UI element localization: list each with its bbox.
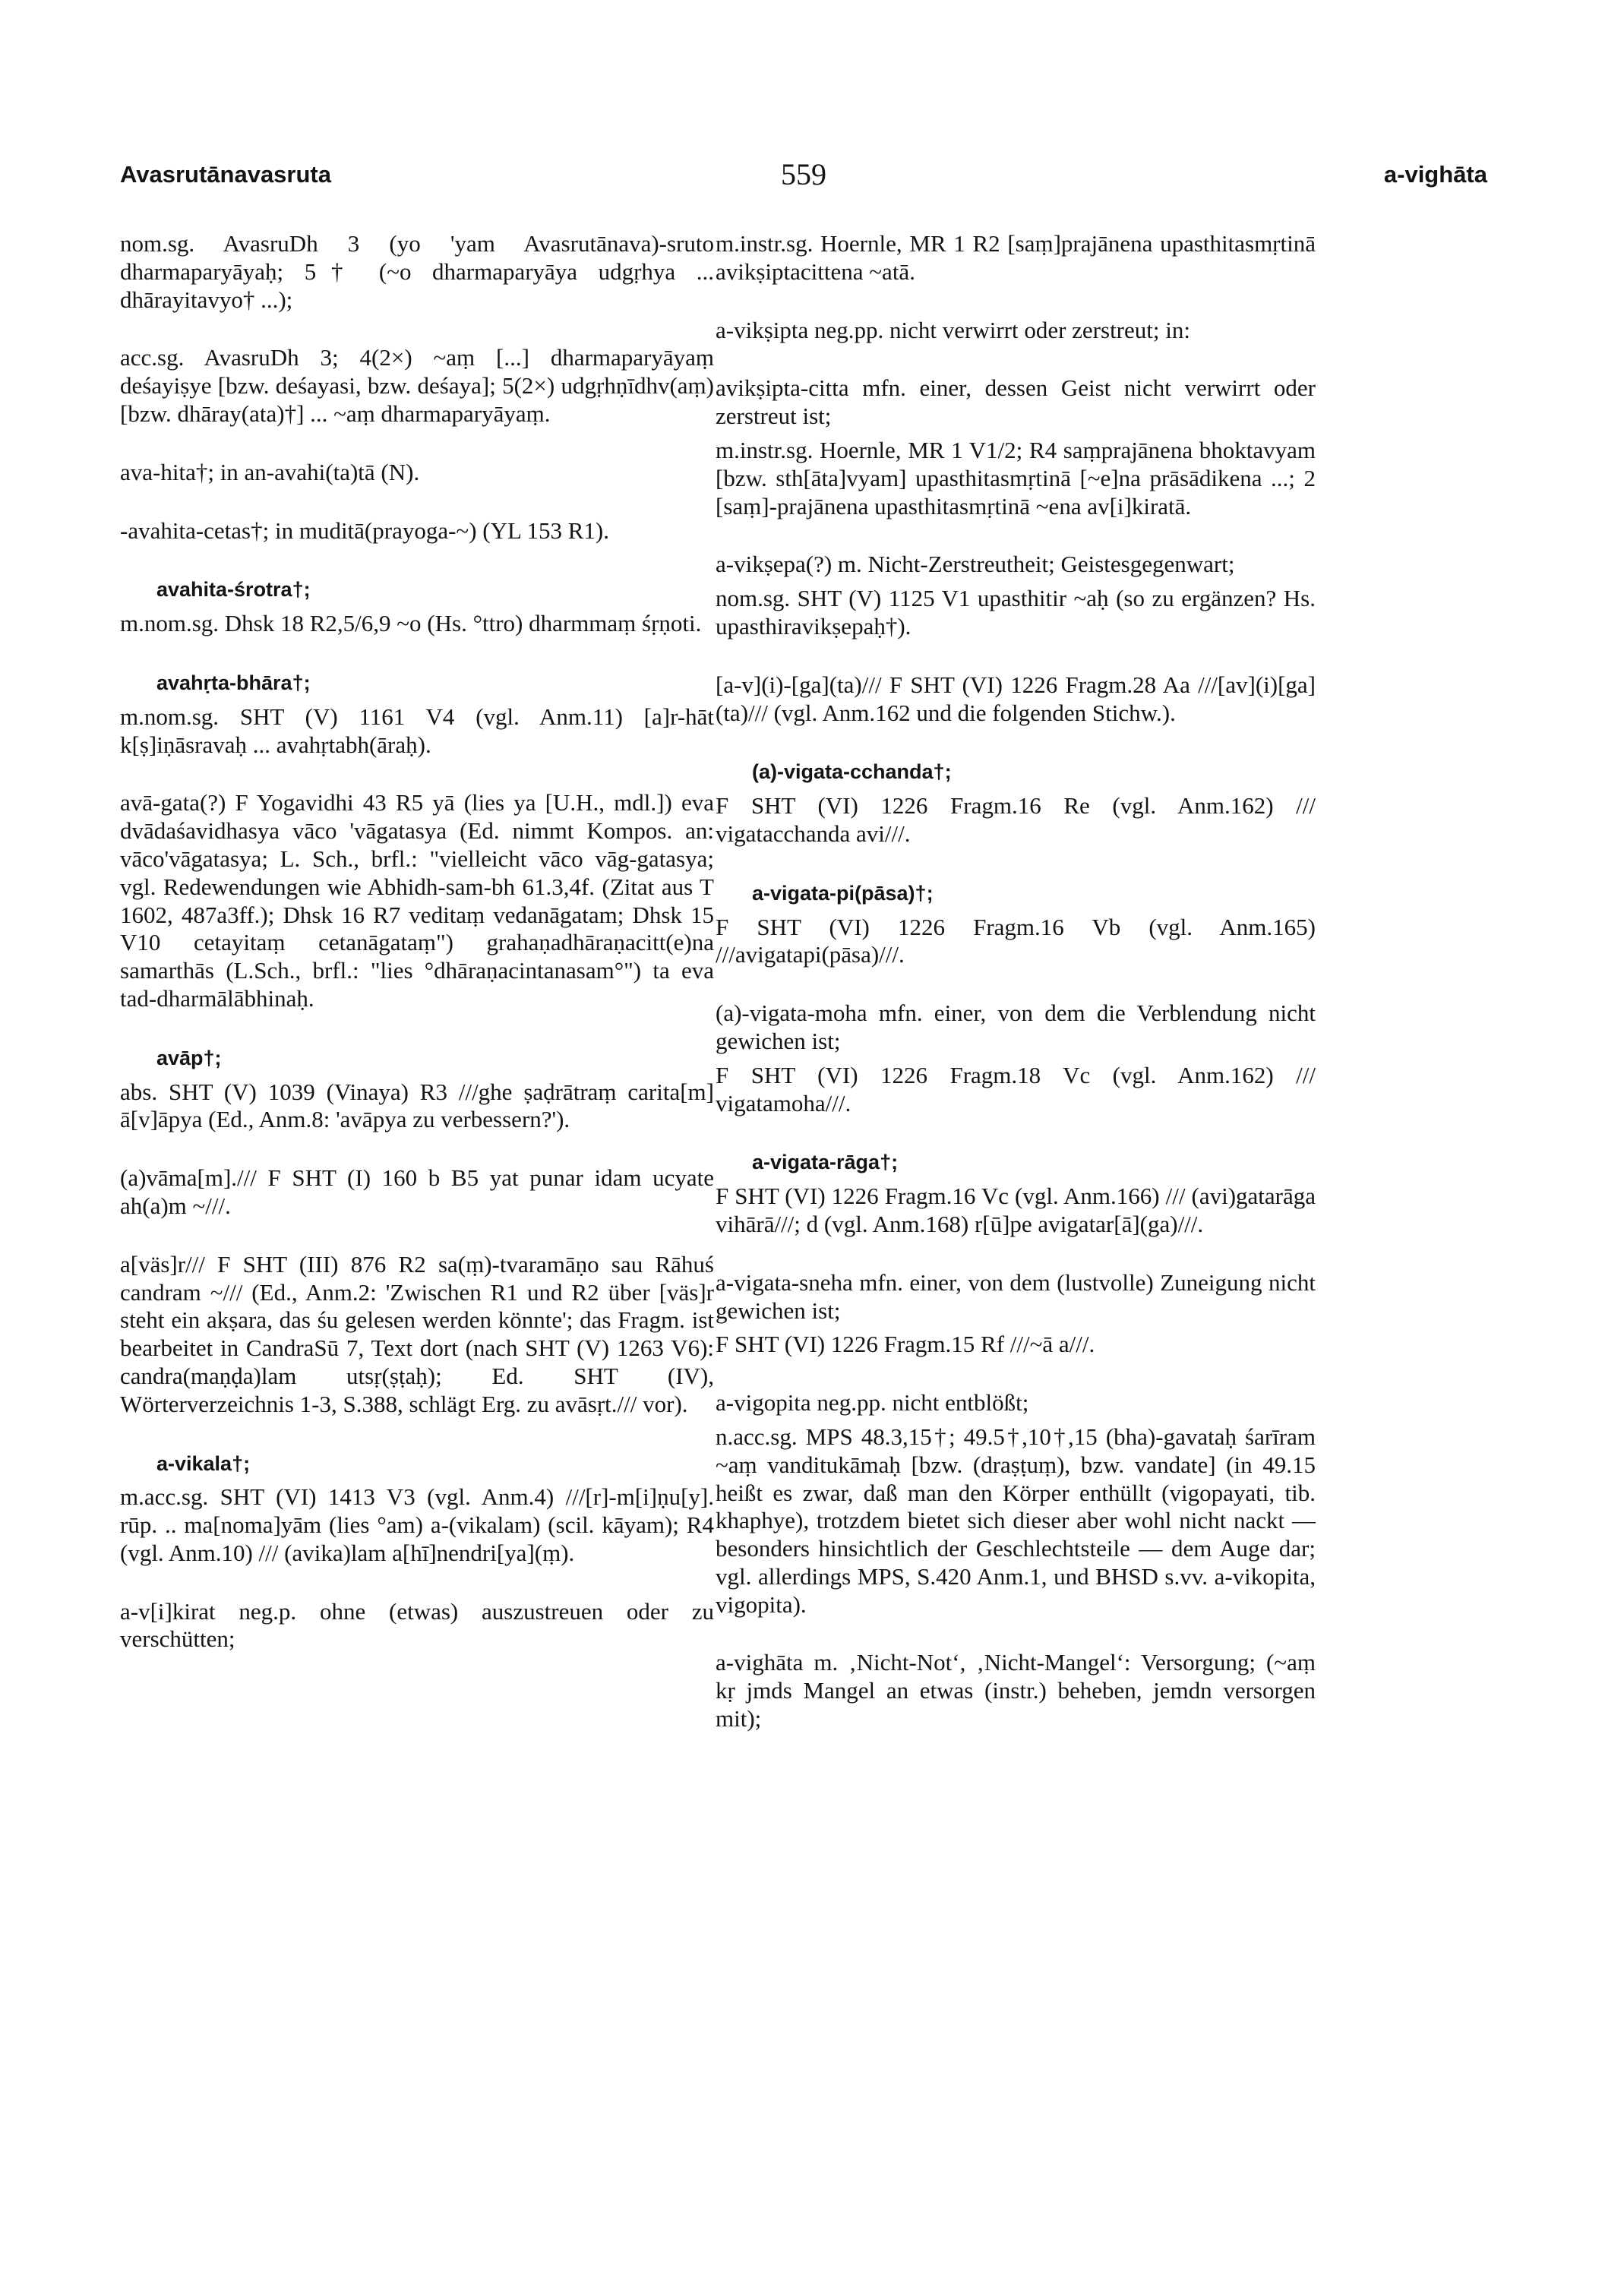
entry-headword: [716, 757, 1316, 786]
entry-text: m.acc.sg. SHT (VI) 1413 V3 (vgl. Anm.4) ///[r]-m[i]ṇu[y]. rūp. .. ma[noma]yām (lies °am) a-(vikalam) (scil. kāyam); R4 (vgl. Anm.10) /// (avika)lam a[hī]nendri[ya](ṃ).: [120, 1483, 714, 1566]
entry-text: -avahita-cetas†; in muditā(prayoga-~) (YL 153 R1).: [120, 516, 610, 544]
headword: (a)-vigata-cchanda†;: [752, 760, 952, 784]
entry-text: a[väs]r/// F SHT (III) 876 R2 sa(ṃ)-tvaramāṇo sau Rāhuś candram ~/// (Ed., Anm.2: 'Zwischen R1 und R2 über [väs]r steht ein akṣara, das śu gelesen werden könnte'; das Fragm. ist bearbeitet in CandraSū 7, Text dort (nach SHT (V) 1263 V6): candra(maṇḍa)lam utsṛ(ṣṭaḥ); Ed. SHT (IV), Wörterverzeichnis 1-3, S.388, schlägt Erg. zu avāsṛt./// vor).: [120, 1250, 714, 1417]
entry-text: m.nom.sg. SHT (V) 1161 V4 (vgl. Anm.11) [a]r-hāt k[ṣ]iṇāsravaḥ ... avahṛtabh(āraḥ).: [120, 703, 714, 758]
headword: a-vigata-pi(pāsa)†;: [752, 881, 934, 905]
entry-text: avikṣipta-citta mfn. einer, dessen Geist nicht verwirrt oder zerstreut ist;: [716, 374, 1316, 430]
entry-text: avā-gata(?) F Yogavidhi 43 R5 yā (lies ya [U.H., mdl.]) eva dvādaśavidhasya vāco 'vāgatasya (Ed. nimmt Kompos. an: vāco'vāgatasya; L. Sch., brfl.: "vielleicht vāco vāg-gatasya; vgl. Redewendungen wie Abhidh-sam-bh 61.3,4f. (Zitat aus T 1602, 487a3ff.); Dhsk 16 R7 veditaṃ vedanāgatam; Dhsk 15 V10 cetayitaṃ cetanāgataṃ") grahaṇadhāraṇacitt(e)na samarthās (L.Sch., brfl.: "lies °dhāraṇacintanasam°") ta eva tad-dharmālābhinaḥ.: [120, 789, 714, 1012]
running-header: [120, 157, 1487, 207]
entry-text: (a)-vigata-moha mfn. einer, von dem die Verblendung nicht gewichen ist;: [716, 1000, 1316, 1054]
entry-text: a-vikṣepa(?) m. Nicht-Zerstreutheit; Geistesgegenwart;: [716, 551, 1235, 578]
entry-text: a-v[i]kirat neg.p. ohne (etwas) auszustreuen oder zu verschütten;: [120, 1597, 714, 1653]
entry-text: nom.sg. AvasruDh 3 (yo 'yam Avasrutānava)-sruto dharmaparyāyaḥ; 5† (~o dharmaparyāya udgṛhya ... dhārayitavyo† ...);: [120, 230, 714, 313]
entry-text: F SHT (VI) 1226 Fragm.16 Vb (vgl. Anm.165) ///avigatapi(pāsa)///.: [716, 913, 1316, 968]
entry-headword: [120, 575, 714, 604]
entry-headword: [716, 1148, 1316, 1177]
entry-text: [a-v](i)-[ga](ta)/// F SHT (VI) 1226 Fragm.28 Aa ///[av](i)[ga](ta)/// (vgl. Anm.162 und die folgenden Stichw.).: [716, 671, 1316, 726]
right-column: [716, 230, 1316, 1764]
header-left-catchword: Avasrutānavasruta: [120, 161, 331, 188]
entry-text: (a)vāma[m]./// F SHT (I) 160 b B5 yat punar idam ucyate ah(a)m ~///.: [120, 1164, 714, 1219]
headword: avāp†;: [156, 1046, 222, 1069]
entry-text: a-vigopita neg.pp. nicht entblößt;: [716, 1389, 1029, 1417]
entry-text: m.instr.sg. Hoernle, MR 1 V1/2; R4 saṃprajānena bhoktavyam [bzw. sth[āta]vyam] upasthitasmṛtinā [~e]na prāsādikena ...; 2 [saṃ]-prajānena upasthitasmṛtinā ~ena av[i]kiratā.: [716, 436, 1316, 520]
entry-text: F SHT (VI) 1226 Fragm.15 Rf ///~ā a///.: [716, 1331, 1095, 1358]
headword: a-vigata-rāga†;: [752, 1151, 899, 1174]
entry-text: m.instr.sg. Hoernle, MR 1 R2 [saṃ]prajānena upasthitasmṛtinā avikṣiptacittena ~atā.: [716, 230, 1316, 285]
entry-text: a-vighāta m. ‚Nicht-Not‘, ‚Nicht-Mangel‘: Versorgung; (~aṃ kṛ jmds Mangel an etwas (instr.) beheben, jemdn versorgen mit);: [716, 1649, 1316, 1732]
headword: a-vikala†;: [156, 1451, 251, 1475]
left-column: [120, 230, 714, 1684]
entry-headword: [120, 1449, 714, 1478]
entry-headword: [120, 1044, 714, 1072]
entry-text: a-vigata-sneha mfn. einer, von dem (lustvolle) Zuneigung nicht gewichen ist;: [716, 1268, 1316, 1324]
entry-headword: [120, 668, 714, 697]
page-number: 559: [781, 157, 826, 191]
entry-text: F SHT (VI) 1226 Fragm.16 Vc (vgl. Anm.166) /// (avi)gatarāga vihārā///; d (vgl. Anm.168) r[ū]pe avigatar[ā](ga)///.: [716, 1183, 1316, 1237]
entry-text: ava-hita†; in an-avahi(ta)tā (N).: [120, 458, 420, 485]
entry-text: nom.sg. SHT (V) 1125 V1 upasthitir ~aḥ (so zu ergänzen? Hs. upasthiravikṣepaḥ†).: [716, 585, 1316, 640]
header-right-catchword: a-vighāta: [1383, 161, 1487, 188]
entry-text: m.nom.sg. Dhsk 18 R2,5/6,9 ~o (Hs. °ttro) dharmmaṃ śṛṇoti.: [120, 610, 702, 637]
headword: avahṛta-bhāra†;: [156, 671, 311, 694]
entry-text: a-vikṣipta neg.pp. nicht verwirrt oder zerstreut; in:: [716, 316, 1190, 343]
entry-headword: [716, 879, 1316, 908]
entry-text: abs. SHT (V) 1039 (Vinaya) R3 ///ghe ṣaḍrātraṃ carita[m] ā[v]āpya (Ed., Anm.8: 'avāpya zu verbessern?').: [120, 1078, 714, 1133]
headword: avahita-śrotra†;: [156, 578, 311, 602]
entry-text: F SHT (VI) 1226 Fragm.16 Re (vgl. Anm.162) /// vigatacchanda avi///.: [716, 792, 1316, 847]
entry-text: acc.sg. AvasruDh 3; 4(2×) ~aṃ [...] dharmaparyāyaṃ deśayiṣye [bzw. deśayasi, bzw. deśaya]; 5(2×) udgṛhṇīdhv(aṃ) [bzw. dhāray(ata)†] ... ~aṃ dharmaparyāyaṃ.: [120, 344, 714, 427]
entry-text: n.acc.sg. MPS 48.3,15†; 49.5†,10†,15 (bha)-gavataḥ śarīram ~aṃ vanditukāmaḥ [bzw. (draṣṭuṃ), bzw. vandate] (in 49.15 heißt es zwar, daß man den Körper enthüllt (vigopayati, tib. khaphye), trotzdem bietet sich dieser aber wohl nicht nackt — besonders hinsichtlich der Geschlechtsteile — dem Auge dar; vgl. allerdings MPS, S.420 Anm.1, und BHSD s.vv. a-vikopita, vigopita).: [716, 1423, 1316, 1618]
entry-text: F SHT (VI) 1226 Fragm.18 Vc (vgl. Anm.162) /// vigatamoha///.: [716, 1061, 1316, 1116]
